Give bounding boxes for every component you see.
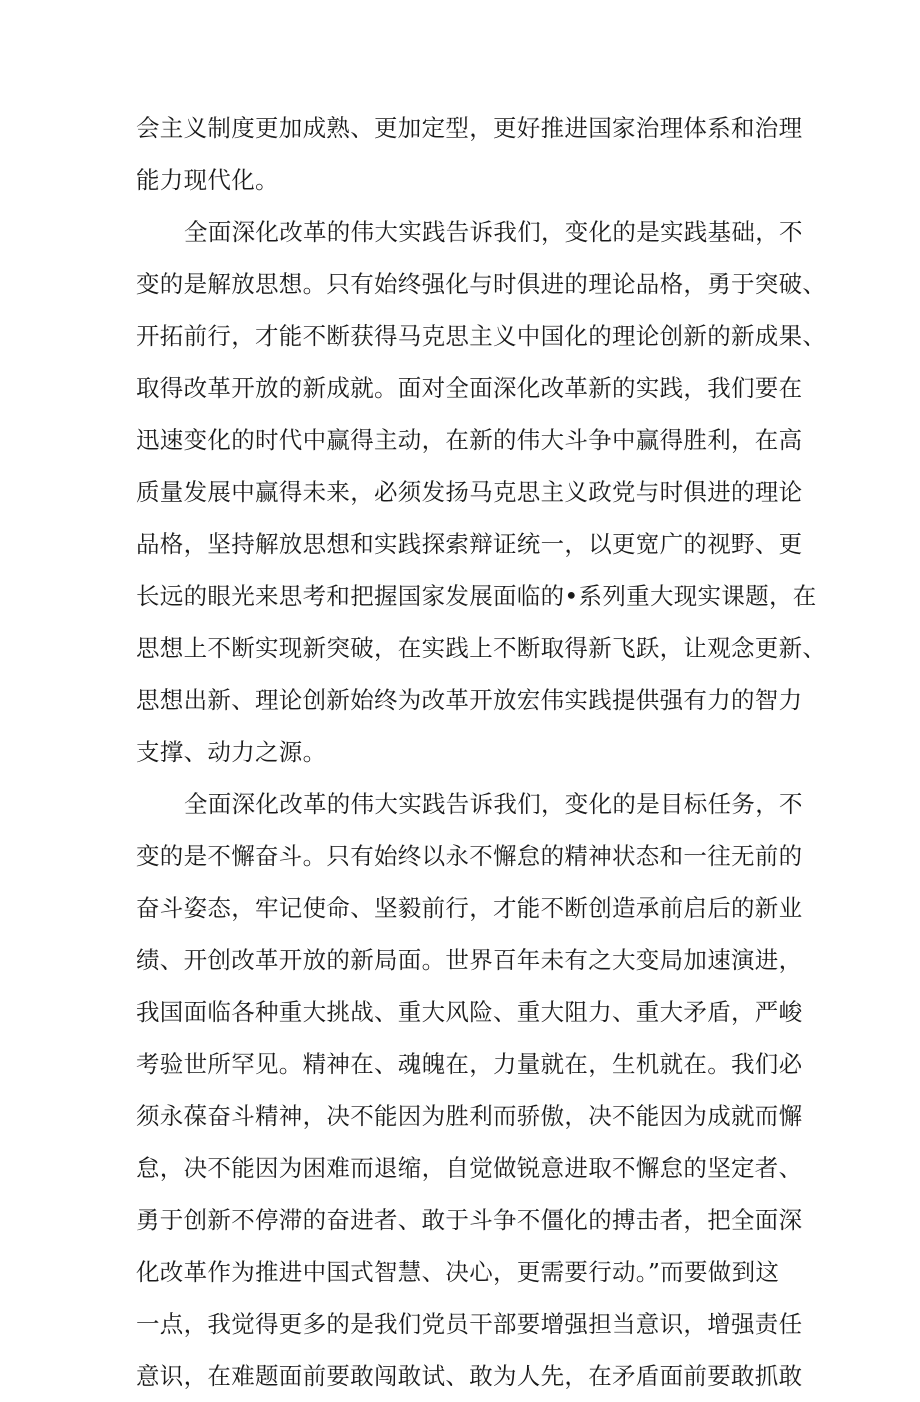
text-line: 全面深化改革的伟大实践告诉我们，变化的是目标任务，不 [184, 790, 803, 818]
text-line: 支撑、动力之源。 [136, 738, 327, 766]
text-line: 勇于创新不停滞的奋进者、敢于斗争不僵化的搏击者，把全面深 [136, 1206, 803, 1234]
text-line: 全面深化改革的伟大实践告诉我们，变化的是实践基础，不 [184, 218, 803, 246]
text-line: 绩、开创改革开放的新局面。世界百年未有之大变局加速演进， [136, 946, 803, 974]
text-line: 取得改革开放的新成就。面对全面深化改革新的实践，我们要在 [136, 374, 803, 402]
text-line: 品格，坚持解放思想和实践探索辩证统一，以更宽广的视野、更 [136, 530, 803, 558]
text-line: 开拓前行，才能不断获得马克思主义中国化的理论创新的新成果、 [136, 322, 827, 350]
document-body [136, 102, 827, 1402]
paragraph-2 [136, 206, 827, 778]
text-line: 长远的眼光来思考和把握国家发展面临的•系列重大现实课题，在 [136, 582, 817, 610]
text-line: 会主义制度更加成熟、更加定型，更好推进国家治理体系和治理 [136, 114, 803, 142]
text-line: 变的是解放思想。只有始终强化与时俱进的理论品格，勇于突破、 [136, 270, 827, 298]
paragraph-3 [136, 778, 803, 1402]
text-line: 迅速变化的时代中赢得主动，在新的伟大斗争中赢得胜利，在高 [136, 426, 803, 454]
text-line: 思想出新、理论创新始终为改革开放宏伟实践提供强有力的智力 [136, 686, 803, 714]
text-line: 须永葆奋斗精神，决不能因为胜利而骄傲，决不能因为成就而懈 [136, 1102, 803, 1130]
text-line: 变的是不懈奋斗。只有始终以永不懈怠的精神状态和一往无前的 [136, 842, 803, 870]
text-line: 质量发展中赢得未来，必须发扬马克思主义政党与时俱进的理论 [136, 478, 803, 506]
text-line: 我国面临各种重大挑战、重大风险、重大阻力、重大矛盾，严峻 [136, 998, 803, 1026]
text-line: 怠，决不能因为困难而退缩，自觉做锐意进取不懈怠的坚定者、 [136, 1154, 803, 1182]
paragraph-1 [136, 102, 803, 206]
text-line: 化改革作为推进中国式智慧、决心，更需要行动。”而要做到这 [136, 1258, 780, 1286]
text-line: 考验世所罕见。精神在、魂魄在，力量就在，生机就在。我们必 [136, 1050, 803, 1078]
text-line: 思想上不断实现新突破，在实践上不断取得新飞跃，让观念更新、 [136, 634, 827, 662]
text-line: 奋斗姿态，牢记使命、坚毅前行，才能不断创造承前启后的新业 [136, 894, 803, 922]
text-line: 一点，我觉得更多的是我们党员干部要增强担当意识，增强责任 [136, 1310, 803, 1338]
text-line: 能力现代化。 [136, 166, 279, 194]
text-line: 意识，在难题面前要敢闯敢试、敢为人先，在矛盾面前要敢抓敢 [136, 1362, 803, 1390]
